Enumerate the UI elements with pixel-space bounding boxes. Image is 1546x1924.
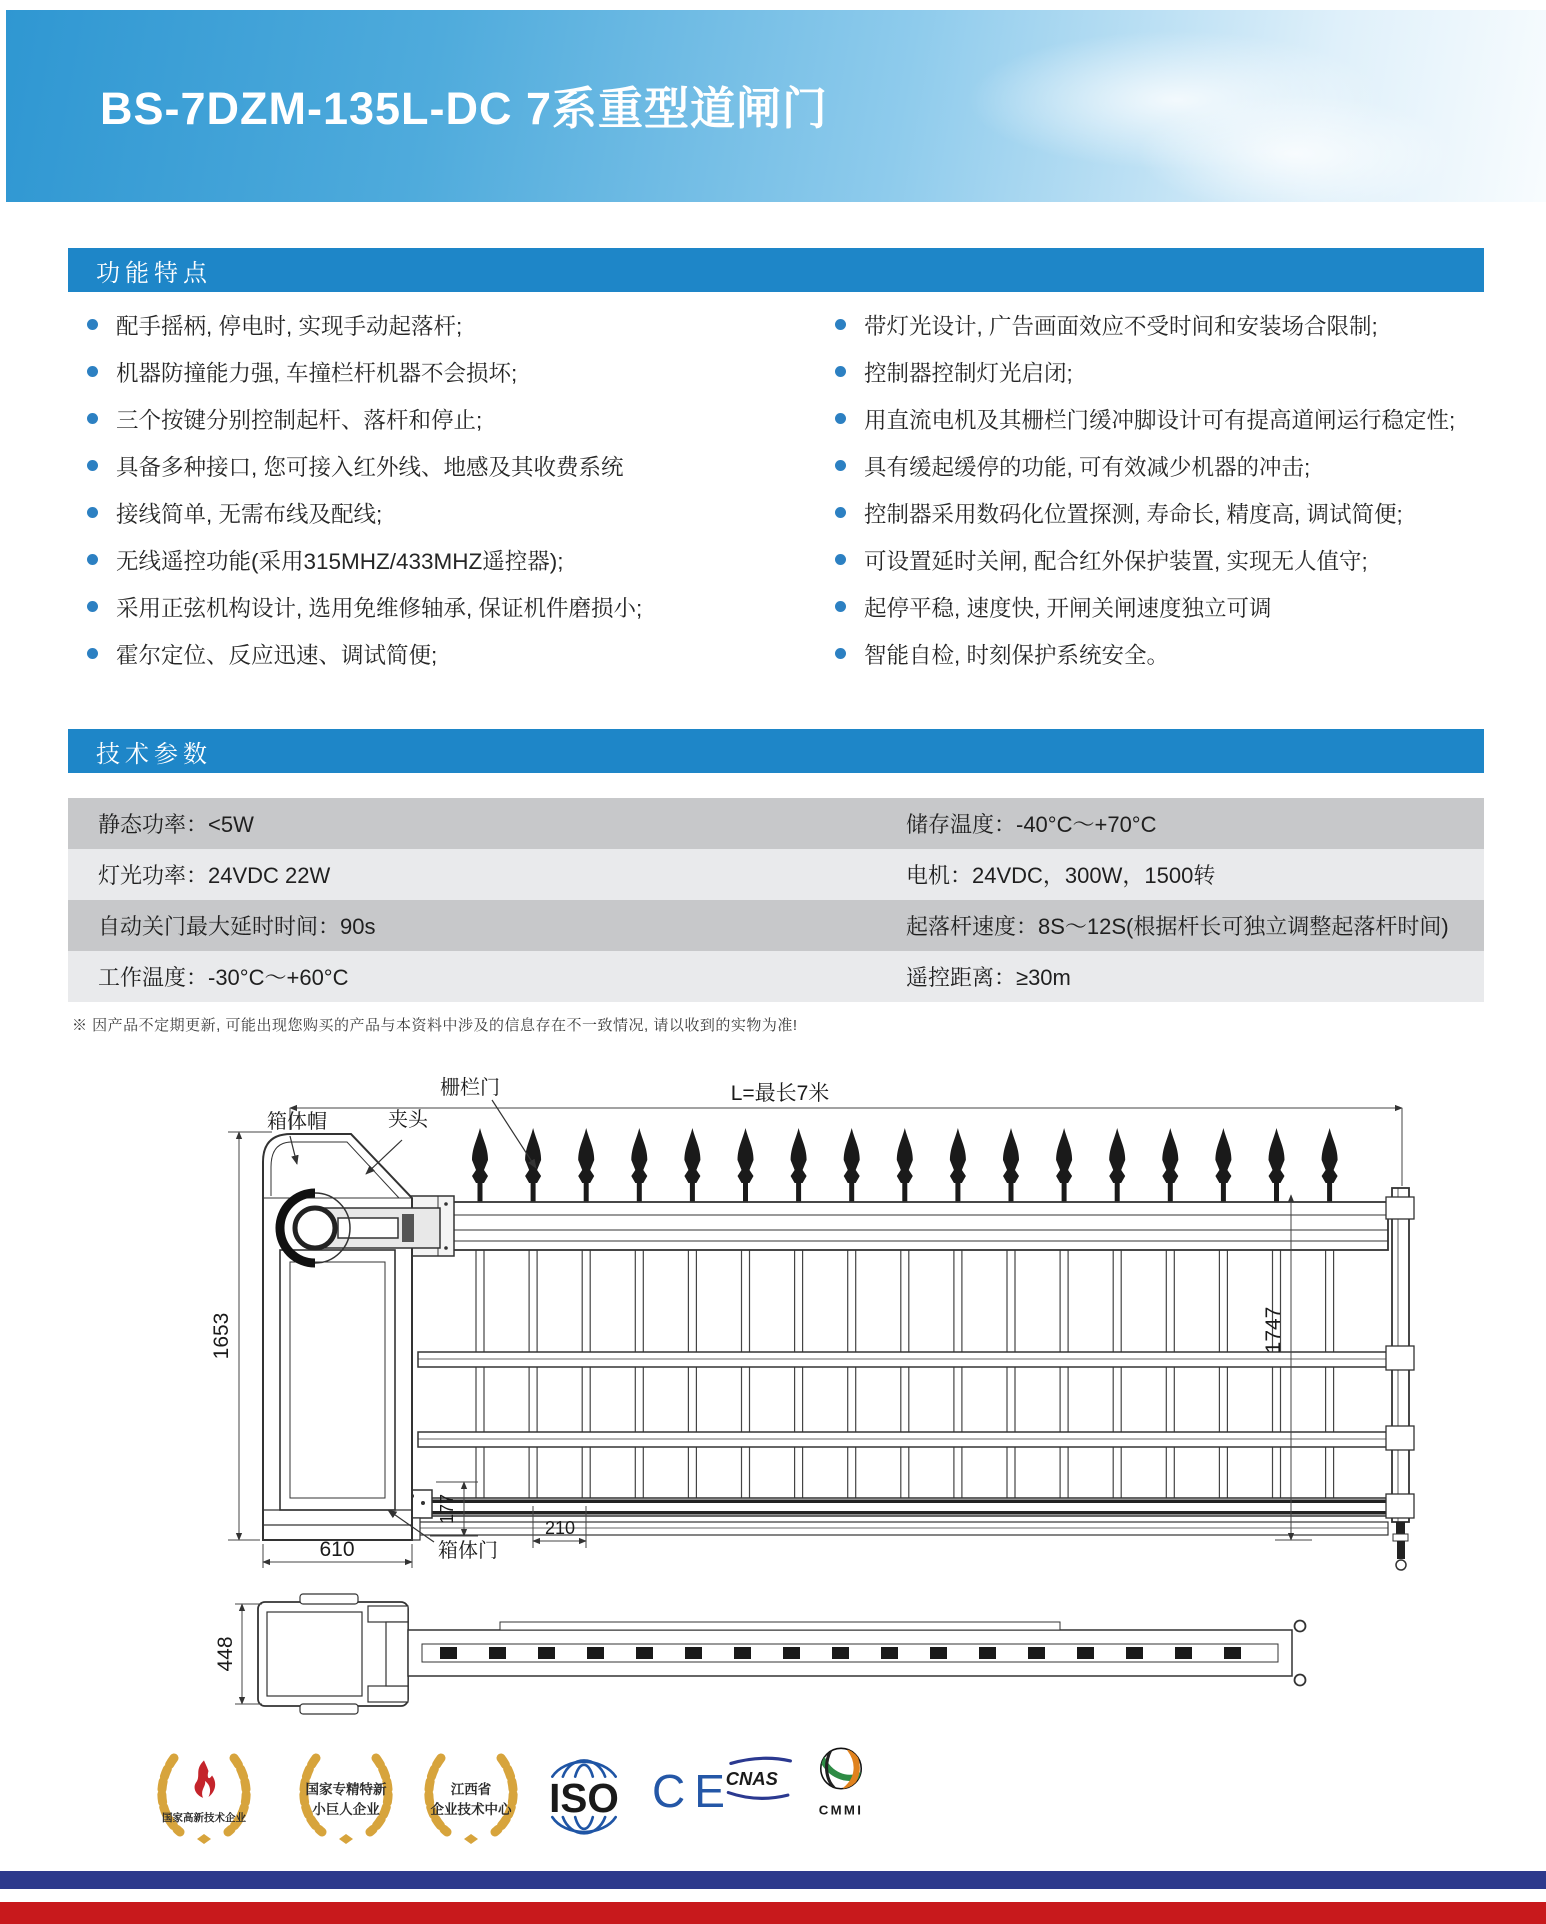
barrier-gate-drawing — [140, 1070, 1460, 1720]
label-box-door: 箱体门 — [438, 1540, 498, 1562]
feature-item: 机器防撞能力强, 车撞栏杆机器不会损坏; — [85, 348, 790, 395]
cmmi-logo — [806, 1742, 876, 1825]
cert-badge-little-giant — [290, 1746, 402, 1844]
boom-beam — [328, 1196, 1388, 1256]
svg-text:CMMI: CMMI — [818, 1802, 864, 1818]
dim-fence-height: 1747 — [1262, 1306, 1285, 1354]
features-list-left — [85, 301, 790, 677]
section-title-features: 功能特点 — [96, 259, 212, 287]
section-title-specs: 技术参数 — [96, 740, 212, 768]
top-view — [235, 1594, 1306, 1714]
feature-item: 智能自检, 时刻保护系统安全。 — [833, 630, 1538, 677]
spec-value-left: 静态功率：<5W — [98, 812, 254, 837]
technical-drawing — [140, 1070, 1460, 1720]
spec-row — [68, 900, 1484, 951]
spec-value-right: 遥控距离：≥30m — [906, 965, 1071, 990]
dim-bar-spacing: 210 — [544, 1518, 576, 1538]
disclaimer-note: ※ 因产品不定期更新, 可能出现您购买的产品与本资料中涉及的信息存在不一致情况, 请以收到的实物为准! — [72, 1017, 798, 1034]
footer-red-bar — [0, 1902, 1546, 1924]
badge-label: 国家专精特新 — [305, 1782, 387, 1797]
feature-item: 可设置延时关闸, 配合红外保护装置, 实现无人值守; — [833, 536, 1538, 583]
ce-mark: CE — [652, 1765, 734, 1817]
spec-row — [68, 849, 1484, 900]
dim-max-length: L=最长7米 — [730, 1082, 830, 1105]
feature-item: 起停平稳, 速度快, 开闸关闸速度独立可调 — [833, 583, 1538, 630]
cnas-logo — [722, 1752, 798, 1809]
spec-value-right: 电机：24VDC，300W，1500转 — [906, 863, 1216, 888]
svg-text:CNAS: CNAS — [725, 1767, 778, 1789]
cloud-decoration — [1136, 94, 1456, 214]
feature-item: 控制器采用数码化位置探测, 寿命长, 精度高, 调试简便; — [833, 489, 1538, 536]
spec-value-left: 灯光功率：24VDC 22W — [98, 863, 331, 888]
torch-icon — [187, 1758, 221, 1807]
feature-item: 具备多种接口, 您可接入红外线、地感及其收费系统 — [85, 442, 790, 489]
spec-value-right: 储存温度：-40°C～+70°C — [906, 812, 1157, 837]
spec-row — [68, 951, 1484, 1002]
spec-value-left: 工作温度：-30°C～+60°C — [98, 965, 349, 990]
specs-table — [68, 798, 1484, 1002]
svg-text:ISO: ISO — [549, 1774, 619, 1821]
end-post — [1386, 1188, 1414, 1570]
feature-item: 控制器控制灯光启闭; — [833, 348, 1538, 395]
feature-item: 配手摇柄, 停电时, 实现手动起落杆; — [85, 301, 790, 348]
cabinet — [263, 1134, 412, 1540]
feature-item: 具有缓起缓停的功能, 可有效减少机器的冲击; — [833, 442, 1538, 489]
section-header-specs — [68, 729, 1484, 773]
cert-badge-national-hightech — [148, 1746, 260, 1844]
feature-item: 接线简单, 无需布线及配线; — [85, 489, 790, 536]
feature-item: 三个按键分别控制起杆、落杆和停止; — [85, 395, 790, 442]
page-title: BS-7DZM-135L-DC 7系重型道闸门 — [100, 83, 829, 134]
spec-value-right: 起落杆速度：8S～12S(根据杆长可独立调整起落杆时间) — [906, 914, 1449, 939]
bottom-beam — [390, 1490, 1388, 1540]
feature-item: 霍尔定位、反应迅速、调试简便; — [85, 630, 790, 677]
header-banner — [6, 10, 1546, 202]
label-fence-gate: 栅栏门 — [440, 1077, 500, 1099]
badge-label: 国家高新技术企业 — [162, 1812, 246, 1824]
label-clamp: 夹头 — [388, 1109, 428, 1131]
iso-logo — [540, 1746, 628, 1851]
spec-value-left: 自动关门最大延时时间：90s — [98, 914, 376, 939]
spec-row — [68, 798, 1484, 849]
badge-label: 小巨人企业 — [312, 1802, 380, 1817]
badge-label: 江西省 — [450, 1782, 492, 1797]
features-list-right — [833, 301, 1538, 677]
feature-item: 无线遥控功能(采用315MHZ/433MHZ遥控器); — [85, 536, 790, 583]
feature-item: 带灯光设计, 广告画面效应不受时间和安装场合限制; — [833, 301, 1538, 348]
dim-rail-height: 177 — [437, 1493, 457, 1525]
badge-label: 企业技术中心 — [430, 1802, 512, 1817]
footer-blue-bar — [0, 1871, 1546, 1889]
dim-cabinet-height: 1653 — [210, 1312, 233, 1360]
dim-base-depth: 448 — [214, 1636, 237, 1672]
feature-item: 用直流电机及其栅栏门缓冲脚设计可有提高道闸运行稳定性; — [833, 395, 1538, 442]
label-box-cap: 箱体帽 — [267, 1111, 327, 1133]
dim-cabinet-width: 610 — [319, 1538, 355, 1561]
cert-badge-tech-center — [415, 1746, 527, 1844]
feature-item: 采用正弦机构设计, 选用免维修轴承, 保证机件磨损小; — [85, 583, 790, 630]
section-header-features — [68, 248, 1484, 292]
